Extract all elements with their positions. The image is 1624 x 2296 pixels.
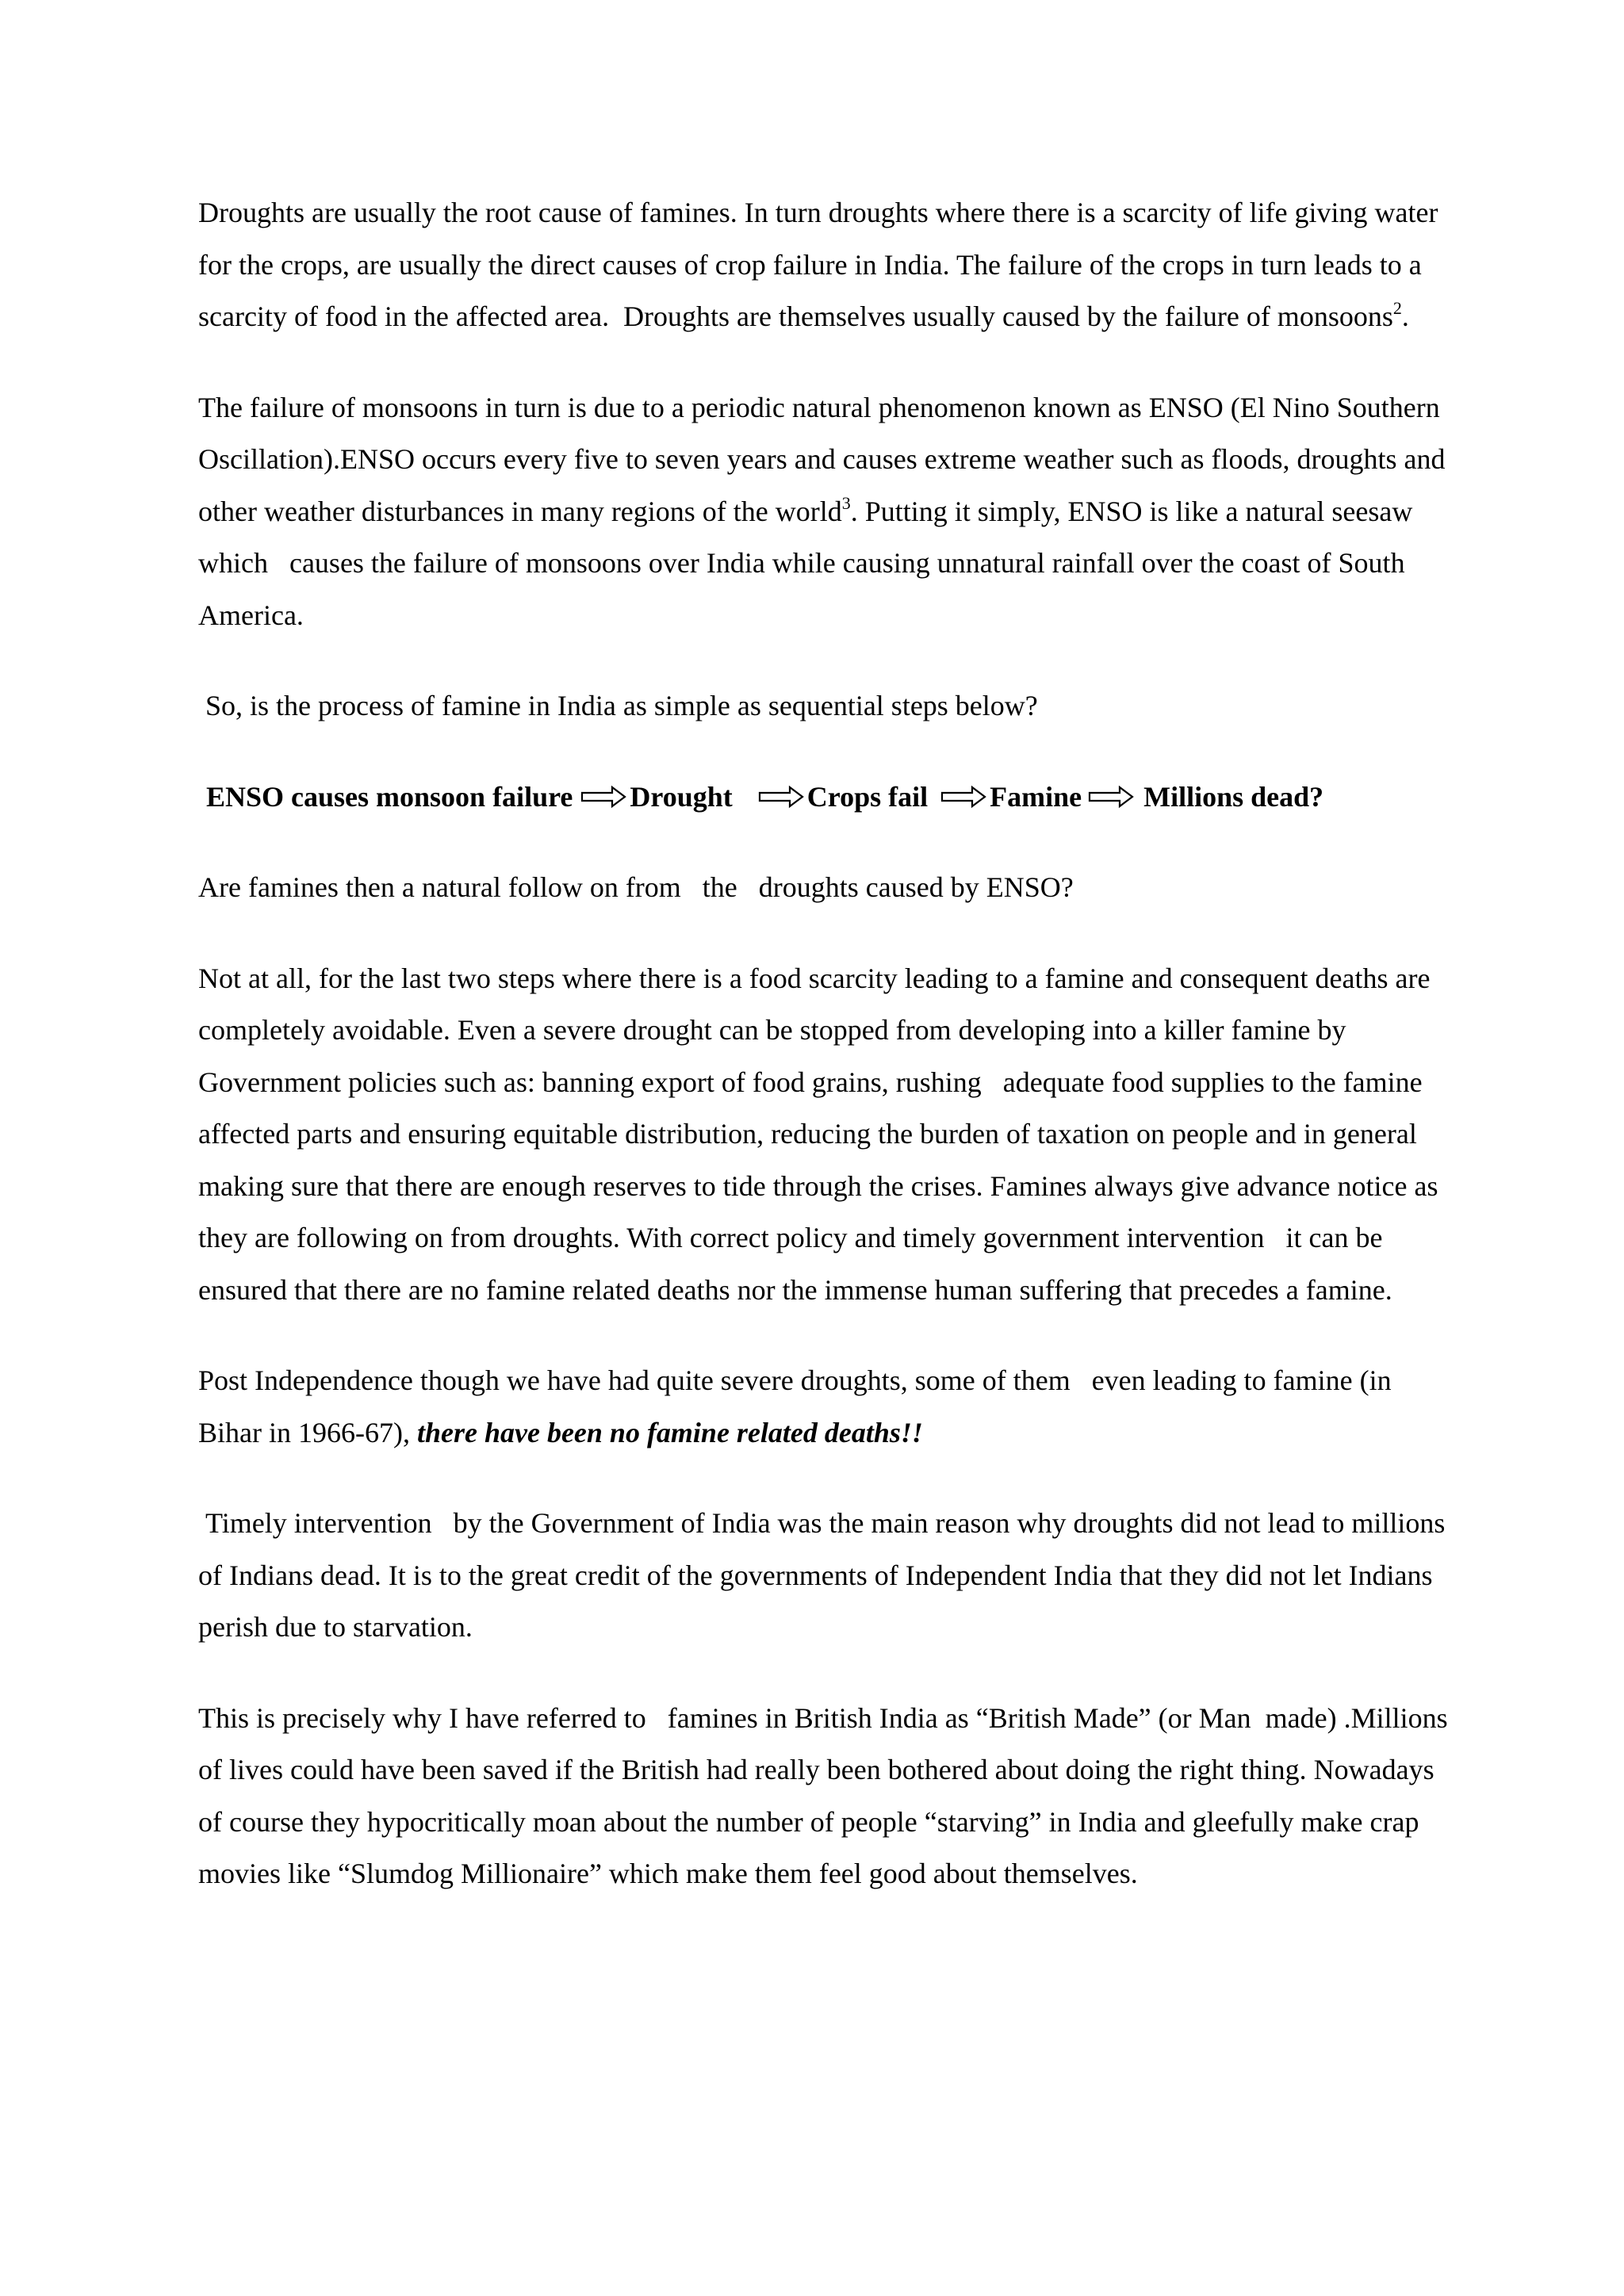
double-line-right-arrow-icon bbox=[580, 785, 626, 809]
paragraph-text: The failure of monsoons in turn is due to a periodic natural phenomenon known as ENSO (El Nino Southern Oscillation).ENSO occurs every five to seven years and causes extreme weather such as floods, droughts and other weather disturbances in many regions of the world bbox=[198, 391, 1453, 527]
paragraph-text: Post Independence though we have had quite severe droughts, some of them even leading to famine (in Bihar in 1966-67), bbox=[198, 1364, 1399, 1448]
footnote-marker: 3 bbox=[841, 492, 851, 513]
footnote-marker: 2 bbox=[1392, 298, 1402, 318]
flow-step-crops-fail: Crops fail bbox=[806, 780, 929, 813]
paragraph-post-independence bbox=[198, 1355, 1451, 1459]
paragraph-end: . bbox=[1401, 300, 1409, 332]
double-line-right-arrow-icon bbox=[940, 785, 986, 809]
flow-step-enso: ENSO causes monsoon failure bbox=[206, 780, 573, 813]
flow-step-famine: Famine bbox=[990, 780, 1082, 813]
paragraph-enso bbox=[198, 382, 1451, 642]
flow-step-millions-dead: Millions dead? bbox=[1143, 780, 1324, 813]
flow-step-drought: Drought bbox=[630, 780, 733, 813]
famine-process-flow bbox=[206, 771, 1451, 824]
emphasis-text: there have been no famine related deaths!! bbox=[416, 1416, 923, 1448]
double-line-right-arrow-icon bbox=[758, 785, 804, 809]
paragraph-question: So, is the process of famine in India as simple as sequential steps below? bbox=[198, 690, 1038, 721]
paragraph-british-made: This is precisely why I have referred to famines in British India as “British Made” (or Man made) .Millions of lives could have been saved if the British had really been bothered about doing the right thing. Nowadays of course they hypocritically moan about the number of people “starving” in India and gleefully make crap movies like “Slumdog Millionaire” which make them feel good about themselves. bbox=[198, 1701, 1455, 1889]
paragraph-text-continued: . Putting it simply, ENSO is like a natural seesaw which causes the failure of monsoons over India while causing unnatural rainfall over the coast of South America. bbox=[198, 495, 1420, 631]
double-line-right-arrow-icon bbox=[1088, 785, 1134, 809]
paragraph-droughts-cause bbox=[198, 187, 1451, 343]
paragraph-avoidable: Not at all, for the last two steps where there is a food scarcity leading to a famine and consequent deaths are completely avoidable. Even a severe drought can be stopped from developing into a killer famine by Government policies such as: banning export of food grains, rushing adequate food supplies to the famine affected parts and ensuring equitable distribution, reducing the burden of taxation on people and in general making sure that there are enough reserves to tide through the crises. Famines always give advance notice as they are following on from droughts. With correct policy and timely government intervention it can be ensured that there are no famine related deaths nor the immense human suffering that precedes a famine. bbox=[198, 962, 1446, 1306]
paragraph-natural-follow: Are famines then a natural follow on from the droughts caused by ENSO? bbox=[198, 871, 1074, 903]
paragraph-text: Droughts are usually the root cause of famines. In turn droughts where there is a scarcity of life giving water for the crops, are usually the direct causes of crop failure in India. The failure of the crops in turn leads to a scarcity of food in the affected area. Droughts are themselves usually caused by the failure of monsoons bbox=[198, 197, 1446, 332]
document-page bbox=[198, 187, 1455, 1939]
paragraph-timely-intervention: Timely intervention by the Government of India was the main reason why droughts did not lead to millions of Indians dead. It is to the great credit of the governments of Independent India that they did not let Indians perish due to starvation. bbox=[198, 1507, 1453, 1643]
